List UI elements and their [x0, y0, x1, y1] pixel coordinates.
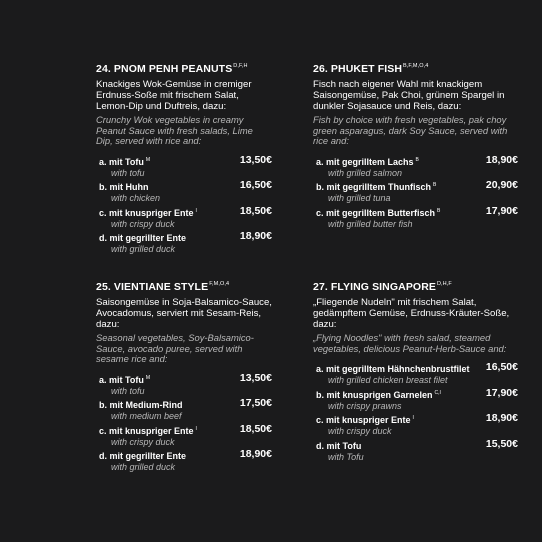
allergen-codes: B,F,M,O,4: [403, 63, 429, 69]
option-name-en: with crispy duck: [328, 426, 392, 437]
option-name-en: with medium beef: [111, 411, 182, 422]
dish-description-de: Knackiges Wok-Gemüse in cremiger Erdnuss-Soße mit frischem Salat, Lemon-Dip und Duftreis, dazu:: [96, 79, 252, 112]
dish-title: 25. VIENTIANE $STYLE^{F,M,O,4}$: [96, 281, 230, 293]
option-price: 16,50€: [239, 179, 272, 192]
dish-description-de: Saisongemüse in Soja-Balsamico-Sauce, Avocadomus, serviert mit Sesam-Reis, dazu:: [96, 297, 272, 330]
option-name: a. mit gegrilltem Hähnchenbrustfilet: [316, 364, 470, 375]
option-name-en: with grilled butter fish: [328, 218, 413, 229]
dish-description-en: Seasonal vegetables, Soy-Balsamico-Sauce, avocado puree, served with sesame rice and:: [96, 332, 254, 365]
option-price: 17,50€: [239, 397, 272, 410]
option-price: 15,50€: [485, 437, 518, 450]
option-name: a. mit Tofu $^M$: [99, 374, 151, 385]
option-name: b. mit knusprigen Garnelen $^{C,I}$: [316, 389, 441, 400]
allergen-codes: D,H,F: [436, 281, 452, 287]
option-price: 18,90€: [239, 230, 272, 243]
dish-26: [313, 60, 518, 231]
option-name: c. mit gegrilltem Butterfisch $^B$: [316, 207, 441, 218]
option-name: b. mit Medium-Rind: [99, 400, 183, 411]
option-price: 18,90€: [485, 412, 518, 425]
option-item: [96, 424, 272, 448]
option-name: c. mit knuspriger Ente $^I$: [316, 415, 414, 426]
option-item: [313, 362, 518, 386]
option-name: a. mit gegrilltem Lachs $^B$: [316, 156, 419, 167]
option-name: d. mit gegrillter Ente: [99, 451, 187, 462]
dish-options: [96, 373, 272, 473]
option-name-en: with crispy duck: [111, 218, 175, 229]
dish-25: [96, 278, 272, 475]
option-name: c. mit knuspriger Ente $^I$: [99, 207, 197, 218]
option-name: a. mit Tofu $^M$: [99, 156, 151, 167]
dish-title: 27. FLYING $SINGAPORE^{D,H,F}$: [313, 281, 452, 293]
allergen-codes: D,F,H: [233, 63, 248, 69]
option-price: 18,50€: [239, 204, 272, 217]
option-item: [313, 155, 518, 179]
option-name-en: with tofu: [111, 167, 145, 178]
dish-27: [313, 278, 518, 464]
dish-options: [313, 362, 518, 462]
option-item: [96, 398, 272, 422]
option-price: 13,50€: [239, 153, 272, 166]
option-price: 13,50€: [239, 371, 272, 384]
option-price: 20,90€: [485, 179, 518, 192]
dish-24: [96, 60, 272, 257]
dish-description-en: Fish by choice with fresh vegetables, pak choy green asparagus, dark Soy Sauce, served with rice and:: [313, 114, 508, 147]
option-name: d. mit Tofu: [316, 440, 362, 451]
option-name-en: with grilled duck: [111, 244, 176, 255]
option-item: [313, 180, 518, 204]
option-price: 18,90€: [239, 448, 272, 461]
option-name-en: with tofu: [111, 385, 145, 396]
dish-title: 24. PNOM PENH $PEANUTS^{D,F,H}$: [96, 63, 248, 75]
option-price: 18,50€: [239, 422, 272, 435]
option-name-en: with Tofu: [328, 451, 364, 462]
option-price: 18,90€: [485, 153, 518, 166]
dish-options: [96, 155, 272, 255]
option-name-en: with grilled salmon: [328, 167, 403, 178]
dish-description-de: Fisch nach eigener Wahl mit knackigem Saisongemüse, Pak Choi, grünem Spargel in dunkler Sojasauce und Reis, dazu:: [313, 79, 505, 112]
dish-title: 26. PHUKET $FISH^{B,F,M,O,4}$: [313, 63, 429, 75]
option-item: [313, 206, 518, 230]
allergen-codes: F,M,O,4: [209, 281, 230, 287]
dish-description-en: Crunchy Wok vegetables in creamy Peanut Sauce with fresh salads, Lime Dip, served with rice and:: [96, 114, 253, 147]
option-name-en: with grilled duck: [111, 462, 176, 473]
option-name: b. mit Huhn: [99, 182, 149, 193]
option-name-en: with crispy prawns: [328, 400, 402, 411]
option-name: b. mit gegrilltem Thunfisch $^B$: [316, 182, 437, 193]
option-item: [96, 155, 272, 179]
option-name: c. mit knuspriger Ente $^I$: [99, 425, 197, 436]
option-name-en: with grilled chicken breast filet: [328, 375, 448, 386]
option-item: [96, 206, 272, 230]
option-name-en: with grilled tuna: [328, 193, 391, 204]
dish-description-en: „Flying Noodles" with fresh salad, steamed vegetables, delicious Peanut-Herb-Sauce and:: [313, 332, 507, 354]
option-name: d. mit gegrillter Ente: [99, 233, 187, 244]
option-item: [96, 373, 272, 397]
option-name-en: with chicken: [111, 193, 161, 204]
option-item: [313, 439, 518, 463]
option-price: 17,90€: [485, 386, 518, 399]
option-item: [96, 231, 272, 255]
option-item: [313, 388, 518, 412]
dish-options: [313, 155, 518, 230]
option-item: [96, 180, 272, 204]
dish-description-de: „Fliegende Nudeln" mit frischem Salat, gedämpftem Gemüse, Erdnuss-Kräuter-Soße, dazu:: [313, 297, 510, 330]
option-item: [96, 449, 272, 473]
option-item: [313, 413, 518, 437]
option-price: 16,50€: [485, 361, 518, 374]
option-price: 17,90€: [485, 204, 518, 217]
option-name-en: with crispy duck: [111, 436, 175, 447]
